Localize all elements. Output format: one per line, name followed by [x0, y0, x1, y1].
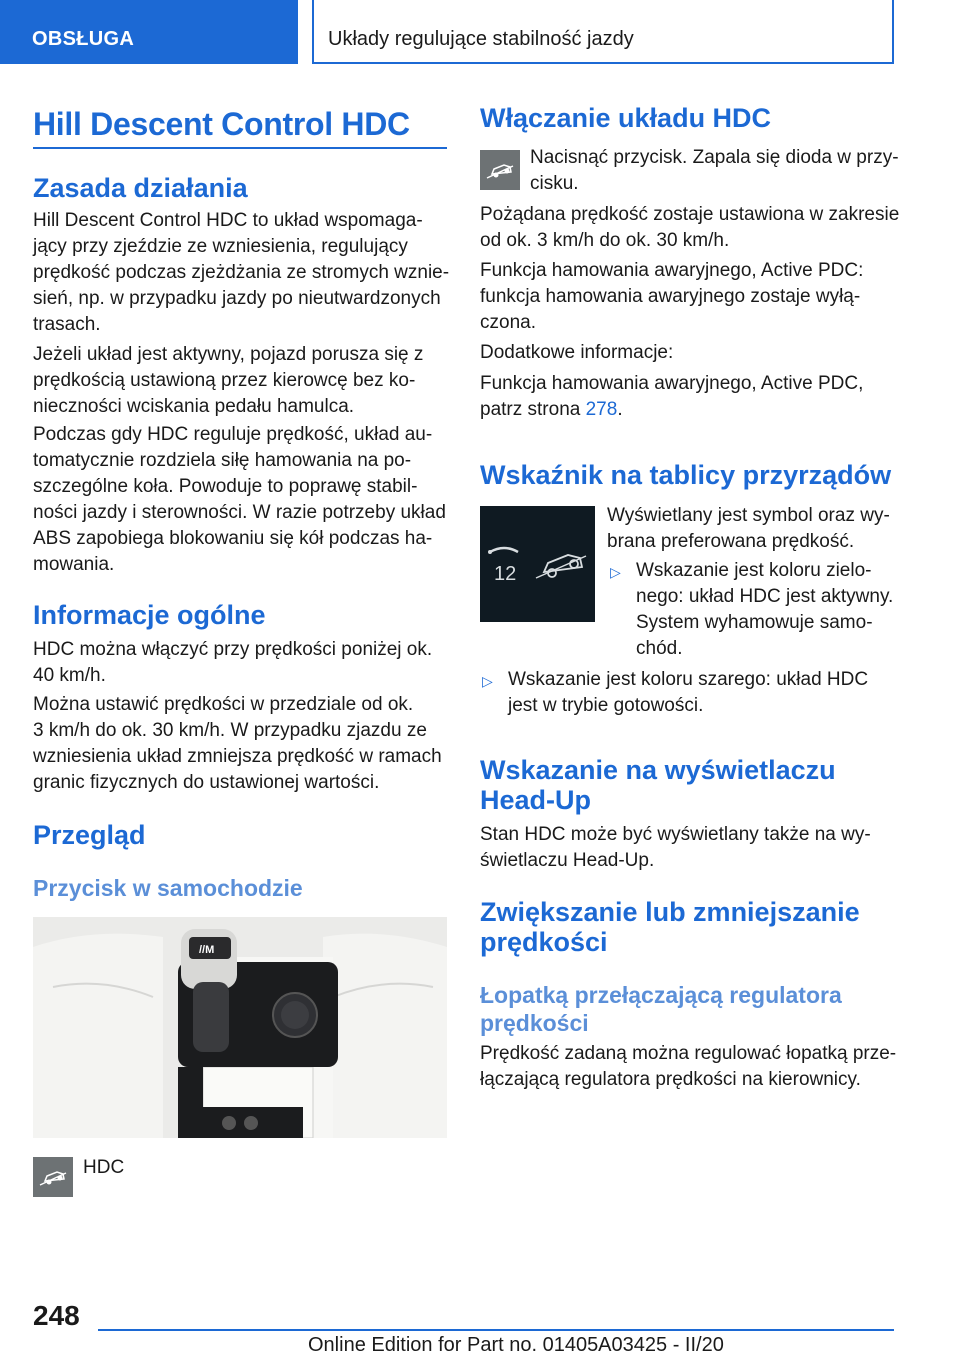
page-number: 248 — [33, 1300, 80, 1331]
section-label: OBSŁUGA — [32, 28, 135, 50]
rocker-subheading: Łopatką przełączającą regulatora prędkości — [480, 982, 842, 1036]
general-info-heading: Informacje ogólne — [33, 600, 266, 630]
overview-heading: Przegląd — [33, 820, 146, 850]
activate-paragraph-1: Pożądana prędkość zostaje ustawiona w zakresie od ok. 3 km/h do ok. 30 km/h. — [480, 204, 900, 251]
indicator-heading: Wskaźnik na tablicy przyrządów — [480, 460, 892, 490]
section-tab — [0, 0, 298, 64]
bullet-standby: Wskazanie jest koloru szarego: układ HDC jest w trybie gotowości. — [508, 669, 869, 716]
edition-note: Online Edition for Part no. 01405A03425 - II/20 — [308, 1334, 724, 1356]
title-rule — [33, 147, 447, 149]
cluster-speed-value: 12 — [494, 563, 517, 585]
indicator-text: Wyświetlany jest symbol oraz wy- brana preferowana prędkość. — [607, 505, 890, 552]
activate-instruction: Nacisnąć przycisk. Zapala się dioda w przy- cisku. — [530, 147, 899, 194]
bullet-active: Wskazanie jest koloru zielo- nego: układ HDC jest aktywny. System wyhamowuje samo- chód. — [636, 560, 894, 659]
center-console-photo — [33, 917, 447, 1138]
rocker-text: Prędkość zadaną można regulować łopatką prze- łączającą regulatora prędkości na kierownicy. — [480, 1043, 897, 1090]
page-title: Hill Descent Control HDC — [33, 106, 410, 142]
hdc-button-icon — [480, 150, 520, 190]
general-paragraph-1: HDC można włączyć przy prędkości poniżej ok. 40 km/h. — [33, 639, 433, 686]
principle-heading: Zasada działania — [33, 173, 248, 203]
svg-text://M: //M — [199, 944, 215, 956]
hdc-icon — [33, 1157, 73, 1197]
page-link-278[interactable]: 278 — [585, 399, 618, 420]
bullet-triangle-icon: ▷ — [482, 673, 493, 689]
activate-paragraph-2: Funkcja hamowania awaryjnego, Active PDC: funkcja hamowania awaryjnego zostaje wyłą- czona. — [480, 260, 864, 333]
chapter-title-box — [312, 0, 894, 64]
button-subheading: Przycisk w samochodzie — [33, 875, 303, 901]
instrument-cluster-image — [480, 506, 595, 622]
bullet-triangle-icon: ▷ — [610, 564, 621, 580]
principle-paragraph-1: Hill Descent Control HDC to układ wspomaga- jący przy zjeździe ze wzniesienia, regulujący prędkość podczas zjeżdżania ze stromych wznie- sień, np. w przypadku jazdy po nieutwardzonych trasach. — [33, 210, 450, 335]
hdc-icon-label: HDC — [83, 1157, 125, 1178]
principle-paragraph-2: Jeżeli układ jest aktywny, pojazd porusza się z prędkością ustawioną przez kierowcę bez ko- nieczności wciskania pedału hamulca. — [33, 344, 424, 417]
general-paragraph-2: Można ustawić prędkości w przedziale od ok. 3 km/h do ok. 30 km/h. W przypadku zjazdu ze wzniesienia układ zmniejsza prędkość w ramach granic fizycznych do ustawionej wartości. — [33, 694, 442, 793]
footer-rule — [98, 1329, 894, 1331]
principle-paragraph-3: Podczas gdy HDC reguluje prędkość, układ au- tomatycznie rozdziela siłę hamowania na po- szczególne koła. Powoduje to poprawę stabil- ności jazdy i sterowności. W razie potrzeby układ ABS zapobiega blokowaniu się kół podczas ha- mowania. — [33, 424, 446, 575]
hud-heading: Wskazanie na wyświetlaczu Head-Up — [480, 755, 836, 815]
activate-paragraph-3: Dodatkowe informacje: — [480, 342, 674, 363]
speed-adjust-heading: Zwiększanie lub zmniejszanie prędkości — [480, 897, 860, 957]
activate-paragraph-4: Funkcja hamowania awaryjnego, Active PDC, patrz strona 278. — [480, 373, 864, 420]
hud-text: Stan HDC może być wyświetlany także na wy- świetlaczu Head-Up. — [480, 824, 871, 871]
chapter-title: Układy regulujące stabilność jazdy — [328, 28, 634, 50]
activate-heading: Włączanie układu HDC — [480, 103, 772, 133]
